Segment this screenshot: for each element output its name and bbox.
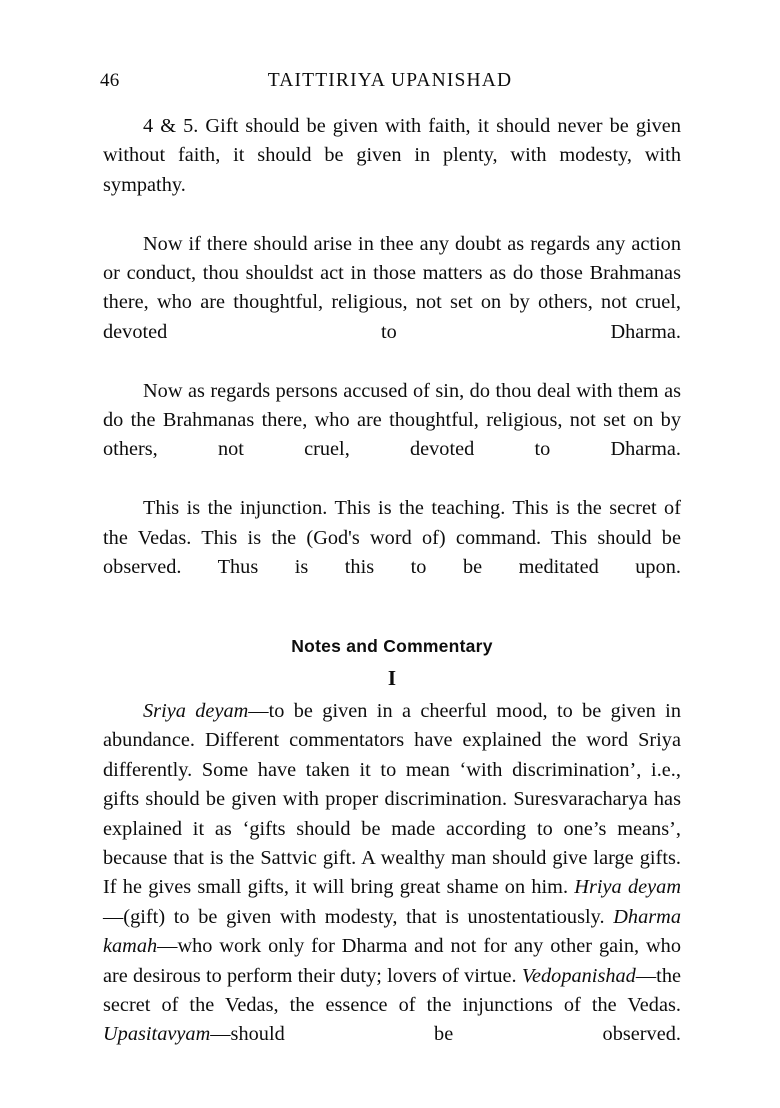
sanskrit-term: Upasitavyam bbox=[103, 1023, 211, 1046]
section-numeral-heading: I bbox=[387, 665, 397, 690]
commentary-text: —the secret of the Vedas, the essence of the injunctions of the Vedas. bbox=[103, 964, 681, 1016]
commentary-text: —to be given in a cheerful mood, to be given in abundance. Different commentators have explained the word Sriya differently. Some have taken it to mean ‘with discrimination’, i.e., gifts should be given with proper discrimination. Suresvaracharya has explained it as ‘gifts should be made according to one’s means’, because that is the Sattvic gift. A wealthy man should give large gifts. If he gives small gifts, it will bring great shame on him. bbox=[103, 699, 681, 899]
sanskrit-term: Hriya deyam bbox=[574, 876, 681, 899]
paragraph-doubt-as-regards-action: Now if there should arise in thee any doubt as regards any action or conduct, thou shouldst act in those matters as do those Brahmanas there, who are thoughtful, religious, not set on by others, not cruel, devoted to Dharma. bbox=[103, 232, 681, 343]
page-number: 46 bbox=[100, 70, 120, 91]
commentary-text: —should be observed. bbox=[210, 1023, 681, 1046]
text-block bbox=[103, 112, 681, 1079]
sanskrit-term: Vedopanishad bbox=[521, 964, 636, 987]
paragraph-the-injunction: This is the injunction. This is the teaching. This is the secret of the Vedas. This is the (God's word of) command. This should be observed. Thus is this to be meditated upon. bbox=[103, 497, 681, 579]
sanskrit-term: Sriya deyam bbox=[143, 699, 249, 722]
paragraph-persons-accused-of-sin: Now as regards persons accused of sin, do thou deal with them as do the Brahmanas there, who are thoughtful, religious, not set on by others, not cruel, devoted to Dharma. bbox=[103, 379, 681, 461]
running-title: TAITTIRIYA UPANISHAD bbox=[267, 70, 513, 91]
paragraph-commentary bbox=[103, 697, 681, 1079]
running-head bbox=[100, 68, 680, 94]
commentary-text: —(gift) to be given with modesty, that is unostentatiously. bbox=[103, 905, 614, 928]
notes-and-commentary-heading: Notes and Commentary bbox=[291, 635, 493, 656]
sanskrit-term: Dharma kamah bbox=[103, 905, 681, 958]
commentary-text: —who work only for Dharma and not for any other gain, who are desirous to perform their duty; lovers of virtue. bbox=[103, 935, 681, 987]
paragraph-verse-4-5: 4 & 5. Gift should be given with faith, it should never be given without faith, it should be given in plenty, with modesty, with sympathy. bbox=[103, 115, 681, 196]
